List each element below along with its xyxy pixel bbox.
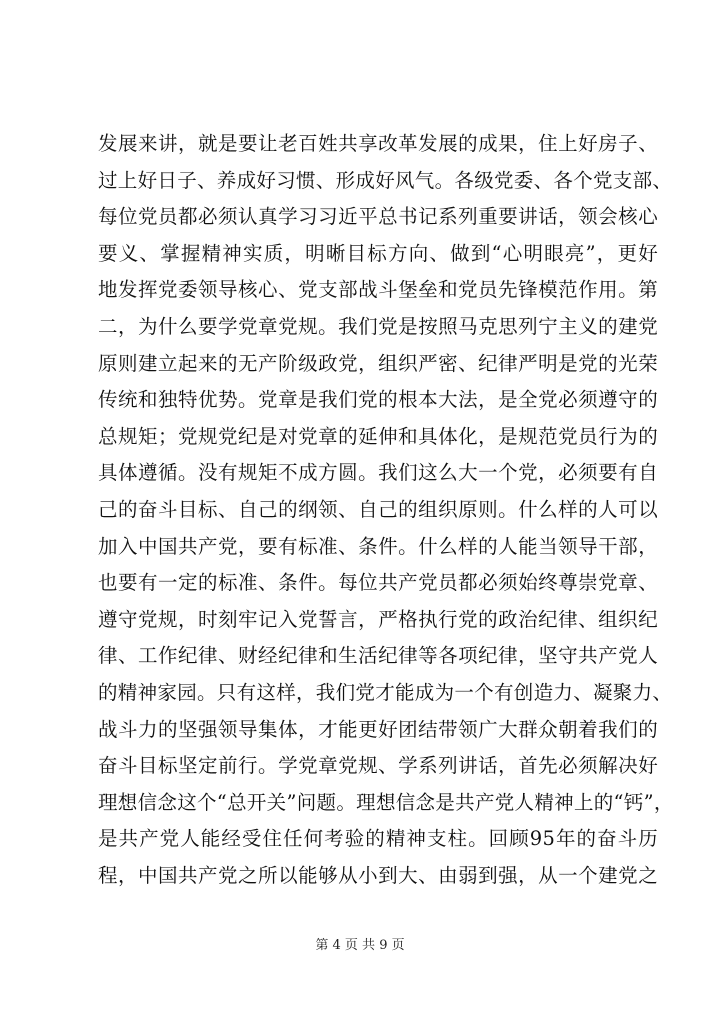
- text-line: 加入中国共产党，要有标准、条件。什么样的人能当领导干部，: [98, 534, 658, 558]
- text-line: 遵守党规，时刻牢记入党誓言，严格执行党的政治纪律、组织纪: [98, 607, 658, 631]
- text-line: 战斗力的坚强领导集体，才能更好团结带领广大群众朝着我们的: [98, 717, 658, 741]
- text-line: 二，为什么要学党章党规。我们党是按照马克思列宁主义的建党: [98, 314, 658, 338]
- text-line: 传统和独特优势。党章是我们党的根本大法，是全党必须遵守的: [98, 388, 658, 412]
- text-line: 过上好日子、养成好习惯、形成好风气。各级党委、各个党支部、: [98, 168, 673, 192]
- text-line: 要义、掌握精神实质，明晰目标方向、做到“心明眼亮”，更好: [98, 241, 658, 265]
- text-line: 奋斗目标坚定前行。学党章党规、学系列讲话，首先必须解决好: [98, 754, 658, 778]
- text-line: 也要有一定的标准、条件。每位共产党员都必须始终尊崇党章、: [98, 571, 658, 595]
- body-text: [98, 126, 674, 894]
- text-line: 程，中国共产党之所以能够从小到大、由弱到强，从一个建党之: [98, 863, 658, 887]
- text-line: 理想信念这个“总开关”问题。理想信念是共产党人精神上的“钙”，: [98, 790, 674, 814]
- text-line: 地发挥党委领导核心、党支部战斗堡垒和党员先锋模范作用。第: [98, 278, 658, 302]
- page-footer: [0, 934, 720, 953]
- text-line: 的精神家园。只有这样，我们党才能成为一个有创造力、凝聚力、: [98, 680, 673, 704]
- text-line: 己的奋斗目标、自己的纲领、自己的组织原则。什么样的人可以: [98, 497, 658, 521]
- text-line: 律、工作纪律、财经纪律和生活纪律等各项纪律，坚守共产党人: [98, 644, 658, 668]
- text-line: 是共产党人能经受住任何考验的精神支柱。回顾95年的奋斗历: [98, 827, 658, 851]
- page-number-indicator: 第 4 页 共 9 页: [315, 938, 405, 953]
- text-line: 具体遵循。没有规矩不成方圆。我们这么大一个党，必须要有自: [98, 461, 658, 485]
- text-line: 发展来讲，就是要让老百姓共享改革发展的成果，住上好房子、: [98, 132, 658, 155]
- text-line: 每位党员都必须认真学习习近平总书记系列重要讲话，领会核心: [98, 205, 658, 229]
- text-line: 原则建立起来的无产阶级政党，组织严密、纪律严明是党的光荣: [98, 351, 658, 375]
- text-line: 总规矩；党规党纪是对党章的延伸和具体化，是规范党员行为的: [98, 424, 658, 448]
